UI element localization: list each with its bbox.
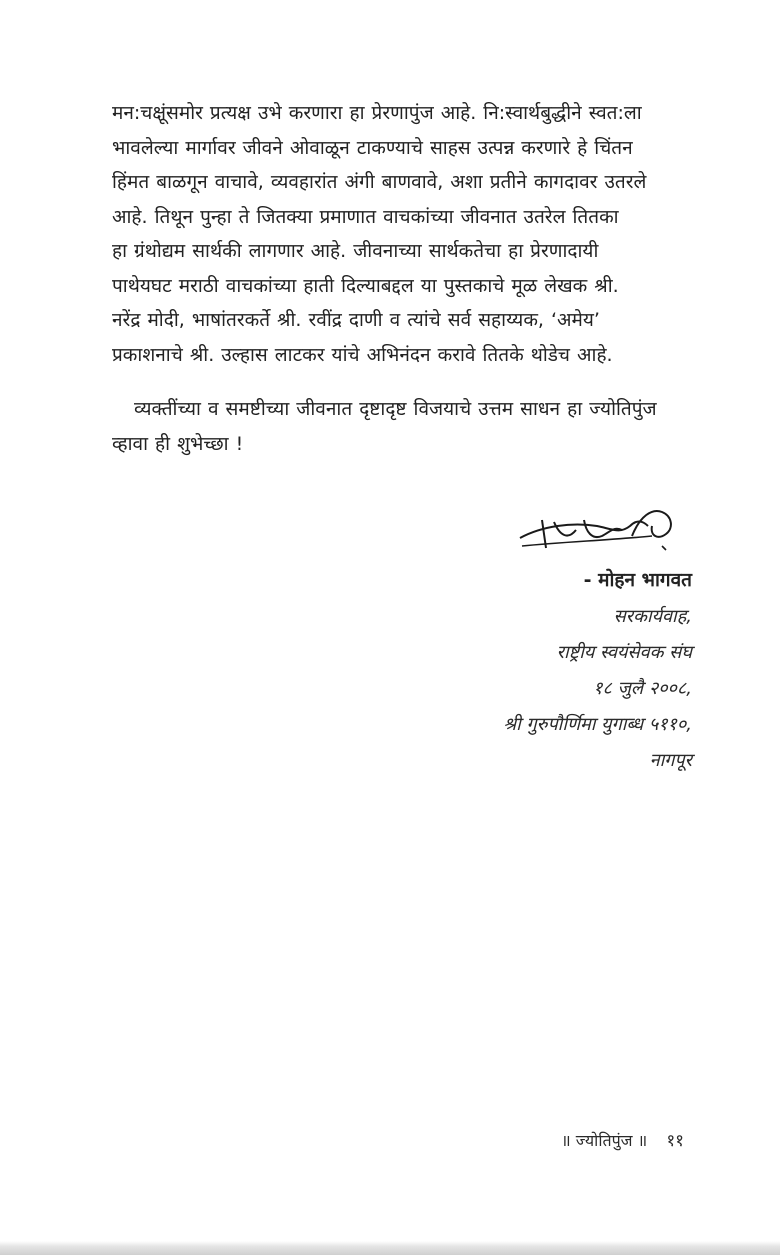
signature-occasion: श्री गुरुपौर्णिमा युगाब्ध ५११०, [503, 714, 692, 735]
paragraph-line: हा ग्रंथोद्यम सार्थकी लागणार आहे. जीवनाच्या सार्थकतेचा हा प्रेरणादायी [112, 240, 599, 262]
paragraph-2 [112, 392, 692, 461]
paragraph-line: मन:चक्षूंसमोर प्रत्यक्ष उभे करणारा हा प्रेरणापुंज आहे. नि:स्वार्थबुद्धीने स्वत:ला [112, 102, 642, 124]
handwritten-signature [502, 496, 692, 566]
page-footer [561, 1128, 684, 1151]
running-title: ॥ ज्योतिपुंज ॥ [561, 1131, 648, 1150]
paragraph-line: प्रकाशनाचे श्री. उल्हास लाटकर यांचे अभिनंदन करावे तितके थोडेच आहे. [112, 343, 613, 366]
paragraph-line: व्हावा ही शुभेच्छा ! [112, 432, 244, 455]
signatory-name: - मोहन भागवत [583, 569, 692, 591]
signatory-title: सरकार्यवाह, [613, 606, 692, 627]
paragraph-1 [112, 96, 692, 372]
paragraph-line: पाथेयघट मराठी वाचकांच्या हाती दिल्याबद्दल या पुस्तकाचे मूळ लेखक श्री. [112, 274, 619, 297]
paragraph-line: व्यक्तींच्या व समष्टीच्या जीवनात दृष्टादृष्ट विजयाचे उत्तम साधन हा ज्योतिपुंज [134, 398, 657, 420]
paragraph-line: हिंमत बाळगून वाचावे, व्यवहारांत अंगी बाणवावे, अशा प्रतीने कागदावर उतरले [112, 171, 647, 193]
signature-place: नागपूर [649, 750, 692, 771]
paragraph-line: नरेंद्र मोदी, भाषांतरकर्ते श्री. रवींद्र दाणी व त्यांचे सर्व सहाय्यक, ‘अमेय’ [112, 309, 600, 331]
paragraph-line: आहे. तिथून पुन्हा ते जितक्या प्रमाणात वाचकांच्या जीवनात उतरेल तितका [112, 205, 619, 228]
page-number: ११ [666, 1131, 684, 1151]
paragraph-line: भावलेल्या मार्गावर जीवने ओवाळून टाकण्याचे साहस उत्पन्न करणारे हे चिंतन [112, 136, 633, 159]
signatory-organization: राष्ट्रीय स्वयंसेवक संघ [556, 642, 692, 663]
signature-date: १८ जुलै २००८, [593, 678, 692, 699]
page-bottom-edge [0, 1241, 780, 1255]
